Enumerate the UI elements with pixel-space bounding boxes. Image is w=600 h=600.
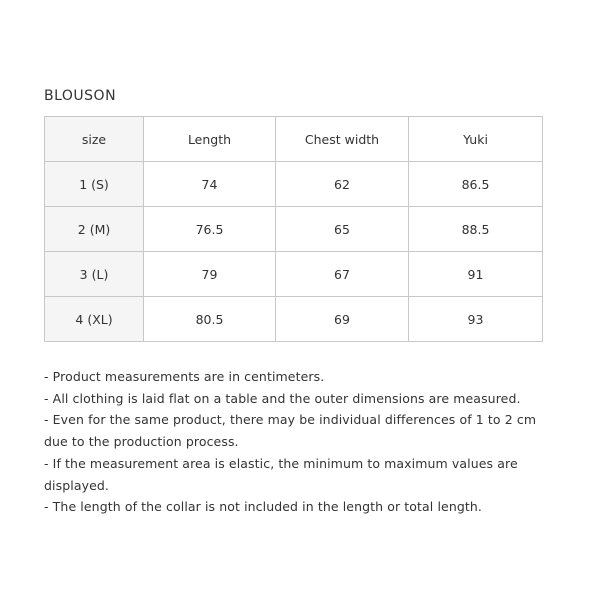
table-row bbox=[45, 162, 543, 207]
note-line: - The length of the collar is not included in the length or total length. bbox=[44, 499, 482, 515]
table-row bbox=[45, 252, 543, 297]
cell-yuki: 93 bbox=[409, 297, 543, 342]
note-line: - Product measurements are in centimeters. bbox=[44, 369, 325, 384]
cell-length: 76.5 bbox=[144, 207, 276, 252]
cell-chest-width: 62 bbox=[276, 162, 409, 207]
cell-chest-width: 67 bbox=[276, 252, 409, 297]
table-row bbox=[45, 207, 543, 252]
note-line: - If the measurement area is elastic, the minimum to maximum values are displayed. bbox=[44, 455, 518, 493]
page-title: BLOUSON bbox=[44, 88, 117, 104]
note-line: - All clothing is laid flat on a table and the outer dimensions are measured. bbox=[44, 390, 521, 406]
cell-length: 79 bbox=[144, 252, 276, 297]
header-chest-width: Chest width bbox=[276, 117, 409, 162]
header-length: Length bbox=[144, 117, 276, 162]
cell-yuki: 88.5 bbox=[409, 207, 543, 252]
header-size: size bbox=[45, 117, 144, 162]
table-header-row bbox=[45, 117, 543, 162]
cell-chest-width: 69 bbox=[276, 297, 409, 342]
note-line: - Even for the same product, there may be individual differences of 1 to 2 cm due to the production process. bbox=[44, 412, 537, 450]
cell-yuki: 91 bbox=[409, 252, 543, 297]
cell-length: 74 bbox=[144, 162, 276, 207]
measurement-notes bbox=[44, 366, 564, 518]
cell-size: 2 (M) bbox=[45, 207, 144, 252]
cell-yuki: 86.5 bbox=[409, 162, 543, 207]
cell-size: 4 (XL) bbox=[45, 297, 144, 342]
cell-chest-width: 65 bbox=[276, 207, 409, 252]
cell-size: 1 (S) bbox=[45, 162, 144, 207]
cell-size: 3 (L) bbox=[45, 252, 144, 297]
header-yuki: Yuki bbox=[409, 117, 543, 162]
size-chart-table bbox=[44, 116, 543, 342]
cell-length: 80.5 bbox=[144, 297, 276, 342]
table-row bbox=[45, 297, 543, 342]
